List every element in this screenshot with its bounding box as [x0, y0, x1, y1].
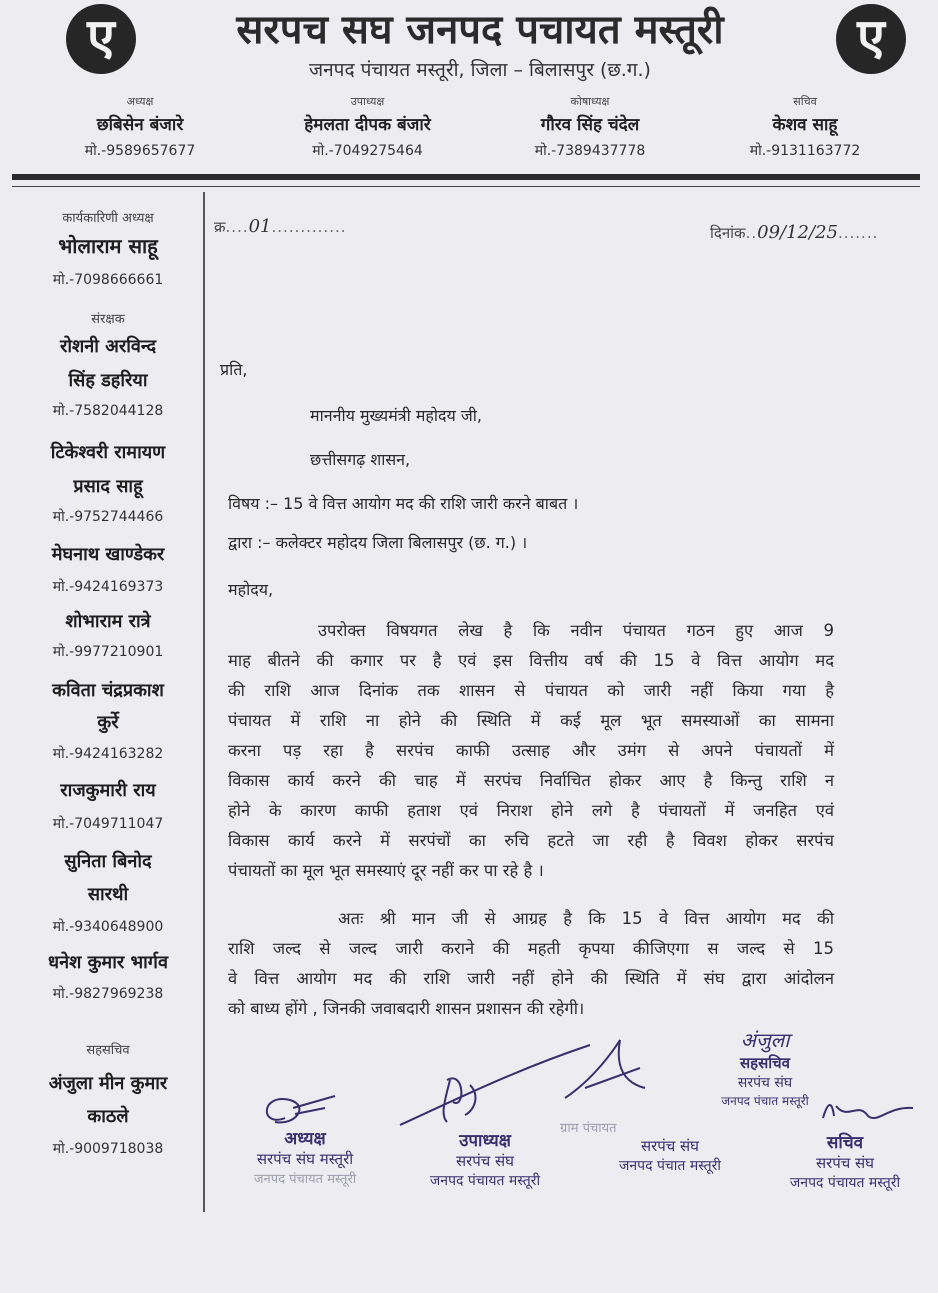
signature-scribble — [818, 1096, 918, 1126]
officer-mobile: मो.-7049275464 — [312, 143, 423, 159]
officer-role: सचिव — [793, 95, 817, 108]
sidebar-divider — [203, 192, 205, 1212]
sidebar-joint-name-cont: काठले — [87, 1106, 129, 1127]
signature-scribble — [555, 1038, 665, 1108]
sidebar-patron-role: संरक्षक — [91, 312, 125, 327]
officer-name: गौरव सिंह चंदेल — [540, 115, 640, 135]
sidebar-member-mobile: मो.-7049711047 — [52, 816, 164, 832]
signature-org: सरपंच संघ मस्तूरी — [256, 1150, 354, 1168]
sidebar-member-name: कविता चंद्रप्रकाश — [52, 680, 164, 701]
officer-president — [60, 94, 220, 160]
signature-title: अध्यक्ष — [284, 1129, 326, 1149]
letter-date: दिनांक..09/12/25....... — [710, 222, 879, 243]
signature-title: सचिव — [826, 1133, 864, 1153]
sidebar-member-name: शोभाराम रात्रे — [65, 611, 151, 632]
sidebar-member-name: राजकुमारी राय — [60, 780, 156, 801]
signature-place: जनपद पंचात मस्तूरी — [618, 1158, 722, 1174]
signature-org: सरपंच संघ — [455, 1152, 515, 1170]
sidebar-member-mobile: मो.-9340648900 — [52, 919, 164, 935]
paragraph-line: विकास कार्य करने में सरपंचों का रुचि हटते जा रही है विवश होकर सरपंच — [228, 831, 834, 850]
sidebar-member-name-cont: प्रसाद साहू — [73, 476, 143, 497]
officer-mobile: मो.-9589657677 — [84, 143, 196, 159]
sidebar-exec-mobile: मो.-7098666661 — [52, 272, 164, 288]
signature-handwritten-name: अंजुला — [740, 1028, 790, 1052]
sidebar-patron-mobile: मो.-7582044128 — [52, 403, 164, 419]
letterhead-subtitle: जनपद पंचायत मस्तूरी, जिला – बिलासपुर (छ.ग.) — [309, 59, 651, 81]
sidebar-joint-mobile: मो.-9009718038 — [52, 1141, 164, 1157]
signature-secretary — [770, 1130, 920, 1192]
reference-label: क्र — [214, 218, 226, 236]
officer-role: कोषाध्यक्ष — [570, 95, 610, 108]
paragraph-line: अतः श्री मान जी से आग्रह है कि 15 वे वित्त आयोग मद की — [338, 909, 834, 928]
officer-mobile: मो.-9131163772 — [749, 143, 861, 159]
paragraph-line: पंचायत में राशि ना होने की स्थिति में कई मूल भूत समस्याओं का सामना — [228, 711, 834, 730]
subject-line: विषय :– 15 वे वित्त आयोग मद की राशि जारी करने बाबत । — [228, 494, 579, 513]
reference-value: 01 — [248, 216, 272, 237]
sidebar-patron-name-cont: सिंह डहरिया — [68, 370, 148, 391]
addressee-line: छत्तीसगढ़ शासन, — [310, 450, 411, 469]
header-divider-thin — [12, 186, 920, 187]
signature-org: सरपंच संघ — [737, 1075, 793, 1091]
sidebar-member-name-cont: कुर्रे — [97, 712, 119, 733]
sidebar-joint-role: सहसचिव — [86, 1043, 130, 1058]
sidebar-member-name: धनेश कुमार भार्गव — [48, 952, 168, 973]
sidebar-member-name: मेघनाथ खाण्डेकर — [51, 544, 165, 565]
salutation: महोदय, — [228, 580, 274, 599]
paragraph-line: उपरोक्त विषयगत लेख है कि नवीन पंचायत गठन हुए आज 9 — [318, 621, 834, 640]
sidebar-member-mobile: मो.-9424163282 — [52, 746, 164, 762]
officer-vice-president — [255, 94, 480, 160]
signature-org: सरपंच संघ — [640, 1137, 700, 1155]
sidebar-patron-name: रोशनी अरविन्द — [59, 336, 157, 357]
sidebar-exec-name: भोलाराम साहू — [58, 234, 158, 258]
sidebar-member-name-cont: सारथी — [87, 884, 129, 905]
sidebar-member-name: सुनिता बिनोद — [64, 851, 152, 872]
officer-treasurer — [495, 94, 685, 160]
signature-place: जनपद पंचात मस्तूरी — [721, 1094, 809, 1108]
date-label: दिनांक — [710, 224, 746, 242]
paragraph-line: होने के कारण काफी हताश एवं निराश होने लगे है पंचायतों में जनहित एवं — [228, 801, 834, 820]
signature-place: जनपद पंचायत मस्तूरी — [789, 1175, 901, 1191]
paragraph-line: करना पड़ रहा है सरपंच काफी उत्साह और उमंग से अपने पंचायतों में — [228, 741, 834, 760]
p-logo-icon — [836, 4, 906, 74]
logo-glyph: ए — [87, 7, 115, 66]
sidebar-exec-role: कार्यकारिणी अध्यक्ष — [62, 211, 154, 226]
logo-glyph: ए — [857, 7, 885, 66]
signature-president — [225, 1126, 385, 1187]
signature-place: जनपद पंचायत मस्तूरी — [253, 1172, 357, 1187]
signature-org: सरपंच संघ — [815, 1154, 875, 1172]
signature-vice-president — [405, 1128, 565, 1190]
paragraph-line: विकास कार्य करने की चाह में सरपंच निर्वाचित होकर आए है किन्तु राशि न — [228, 771, 834, 790]
sidebar-member-mobile: मो.-9827969238 — [52, 986, 164, 1002]
officer-role: उपाध्यक्ष — [350, 95, 385, 108]
officer-mobile: मो.-7389437778 — [534, 143, 646, 159]
signature-title: सहसचिव — [740, 1054, 790, 1072]
signature-treasurer — [600, 1136, 740, 1175]
paragraph-line: की राशि आज दिनांक तक शासन से पंचायत को जारी नहीं किया गया है — [228, 681, 834, 700]
paragraph-line: माह बीतने की कगार पर है एवं इस वित्तीय वर्ष की 15 वे वित्त आयोग मद — [228, 651, 834, 670]
officer-name: हेमलता दीपक बंजारे — [304, 115, 431, 135]
reference-number: क्र....01............. — [214, 216, 347, 237]
to-label: प्रति, — [220, 360, 248, 379]
sidebar-member-mobile: मो.-9977210901 — [52, 644, 164, 660]
officer-role: अध्यक्ष — [126, 95, 154, 108]
date-value: 09/12/25 — [757, 222, 838, 243]
stamp-text: ग्राम पंचायत — [560, 1121, 617, 1136]
officer-secretary — [710, 94, 900, 160]
signature-joint-secretary — [705, 1026, 825, 1109]
officer-name: केशव साहू — [772, 115, 838, 135]
sidebar-joint-name: अंजुला मीन कुमार — [48, 1073, 168, 1094]
paragraph-line: को बाध्य होंगे , जिनकी जवाबदारी शासन प्रशासन की रहेगी। — [228, 999, 585, 1018]
sidebar-member-name: टिकेश्वरी रामायण — [50, 442, 166, 463]
p-logo-icon — [66, 4, 136, 74]
addressee-line: माननीय मुख्यमंत्री महोदय जी, — [310, 406, 482, 425]
sidebar-member-mobile: मो.-9752744466 — [52, 509, 164, 525]
letterhead-title: सरपच सघ जनपद पचायत मस्तूरी — [236, 6, 724, 53]
paragraph-line: राशि जल्द से जल्द जारी कराने की महती कृपया कीजिएगा स जल्द से 15 — [228, 939, 834, 958]
signature-place: जनपद पंचायत मस्तूरी — [429, 1173, 541, 1189]
signature-title: उपाध्यक्ष — [459, 1131, 511, 1151]
paragraph-line: वे वित्त आयोग मद की राशि जारी नहीं होने की स्थिति में संघ द्वारा आंदोलन — [228, 969, 834, 988]
sidebar-member-mobile: मो.-9424169373 — [52, 579, 164, 595]
through-line: द्वारा :– कलेक्टर महोदय जिला बिलासपुर (छ. ग.) । — [228, 533, 528, 552]
header-divider-thick — [12, 174, 920, 180]
paragraph-line: पंचायतों का मूल भूत समस्याएं दूर नहीं कर पा रहे है । — [228, 861, 544, 880]
officer-name: छबिसेन बंजारे — [96, 115, 184, 135]
